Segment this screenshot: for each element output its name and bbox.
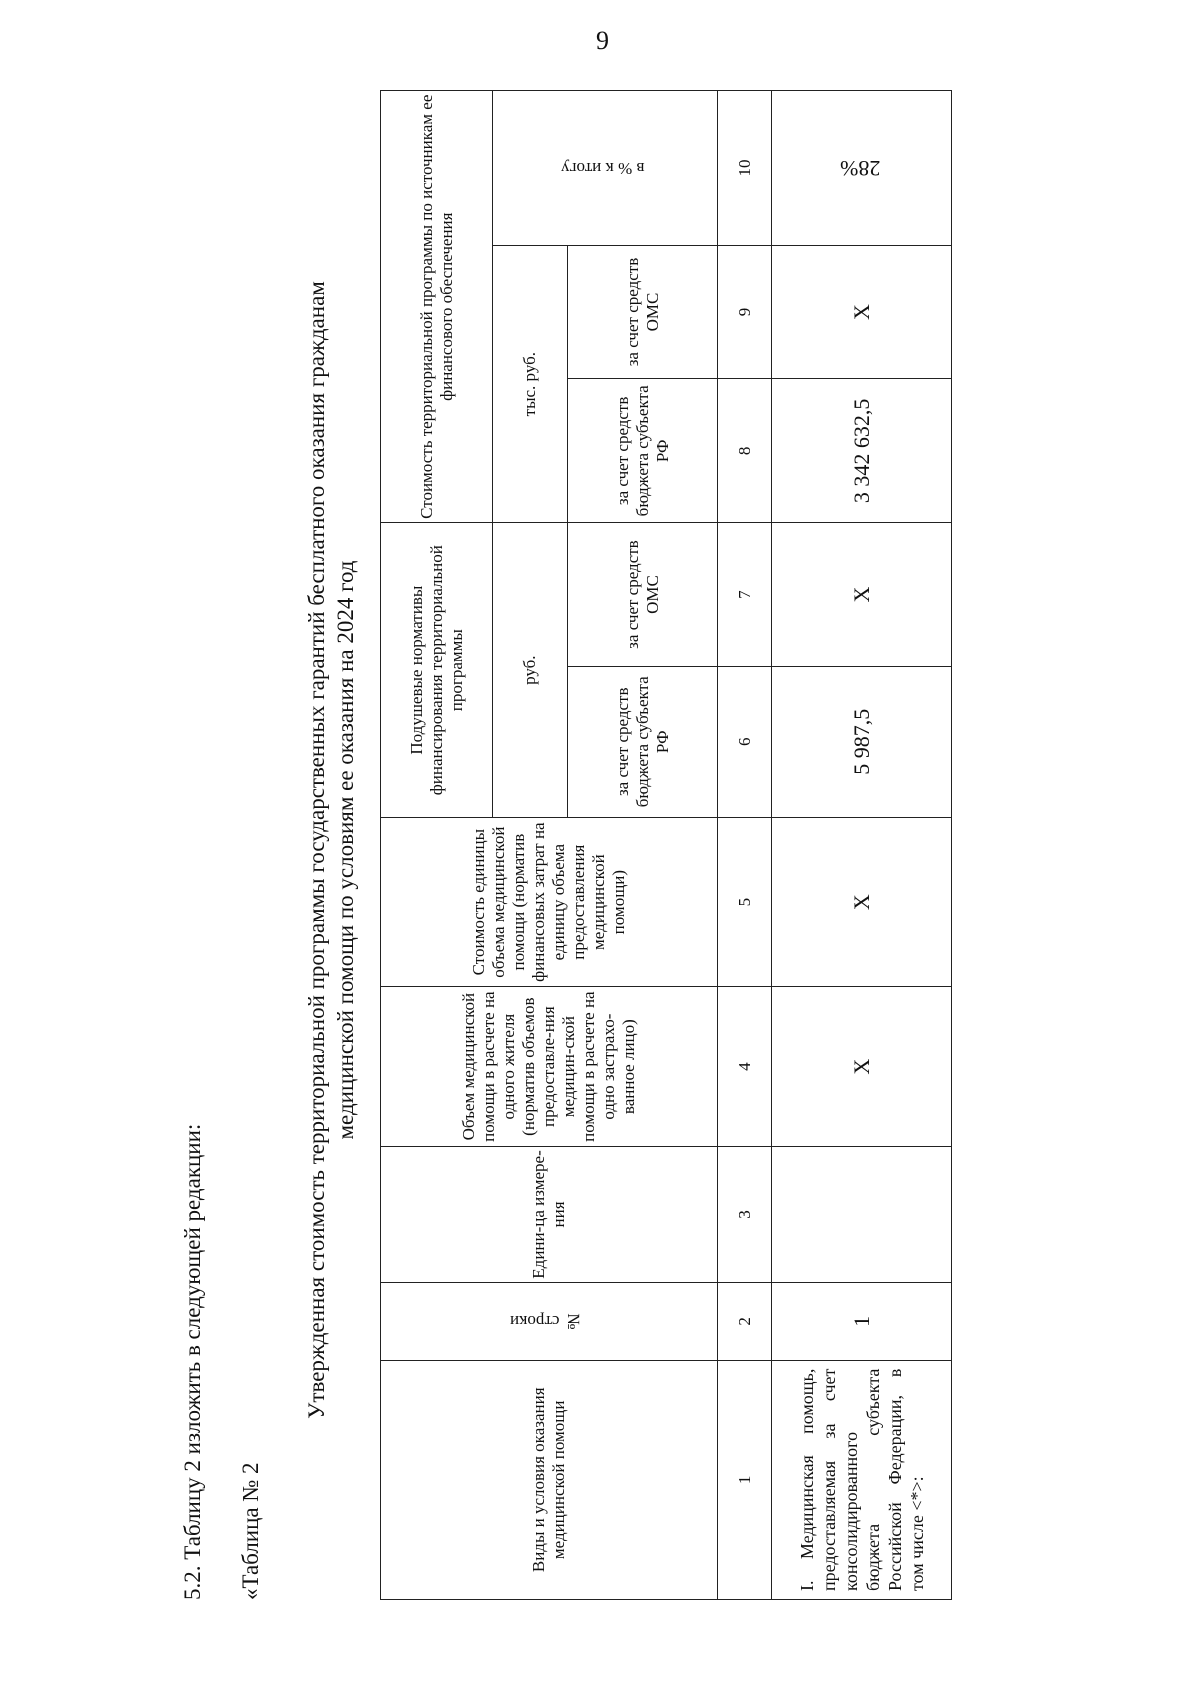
column-number-6: 6 [718,666,772,817]
row-name: I. Медицинская помощь, предоставляемая за счет консолидированного бюджета субъекта Российской Федерации, в том числе <*>: [772,1360,952,1599]
header-cost-oms: за счет средств ОМС [568,245,718,378]
header-kinds-conditions: Виды и условия оказания медицинской помощи [381,1360,718,1599]
header-cost-unit: тыс. руб. [493,245,568,523]
header-percent-total-text: в % к итогу [560,158,645,178]
column-number-4: 4 [718,987,772,1146]
header-per-capita-budget: за счет средств бюджета субъекта РФ [568,666,718,817]
row-volume: Х [772,987,952,1146]
header-unit: Едини-ца измере-ния [381,1146,718,1282]
header-per-capita-unit: руб. [493,523,568,817]
page-number: 9 [596,26,609,55]
row-per-capita-budget: 5 987,5 [772,666,952,817]
cost-table [380,90,952,1600]
row-unit [772,1146,952,1282]
column-number-2: 2 [718,1283,772,1361]
title-line-1: Утвержденная стоимость территориальной программы государственных гарантий бесплатного оказания гражданам [304,281,329,1419]
table-label: «Таблица № 2 [238,1462,263,1600]
row-unit-cost: Х [772,817,952,987]
header-line-number-text: № строки [510,1312,583,1332]
header-percent-total [493,91,718,246]
row-cost-oms: Х [772,245,952,378]
table-row [772,91,952,1600]
header-per-capita-group: Подушевые нормативы финансирования территориальной программы [381,523,493,817]
rotated-page-content [180,90,1080,1600]
column-number-5: 5 [718,817,772,987]
title-line-2: медицинской помощи по условиям ее оказания на 2024 год [333,560,358,1140]
row-cost-budget: 3 342 632,5 [772,379,952,523]
row-percent [772,91,952,246]
column-number-10: 10 [718,91,772,246]
header-volume: Объем медицинской помощи в расчете на одного жителя (норматив объемов предоставле-ния медицин-ской помощи в расчете на одно застрахо-ванное лицо) [381,987,718,1146]
column-number-8: 8 [718,379,772,523]
intro-text: 5.2. Таблицу 2 изложить в следующей редакции: [180,1123,205,1600]
row-per-capita-oms: Х [772,523,952,666]
column-number-7: 7 [718,523,772,666]
header-cost-group: Стоимость территориальной программы по источникам ее финансового обеспечения [381,91,493,523]
column-number-9: 9 [718,245,772,378]
column-number-1: 1 [718,1360,772,1599]
header-per-capita-oms: за счет средств ОМС [568,523,718,666]
header-unit-cost: Стоимость единицы объема медицинской помощи (норматив финансовых затрат на единицу объема предоставления медицинской помощи) [381,817,718,987]
column-number-3: 3 [718,1146,772,1282]
column-number-row [718,91,772,1600]
document-title [302,100,360,1600]
header-line-number [381,1283,718,1361]
row-percent-text: 28% [839,155,881,181]
row-line-number: 1 [772,1283,952,1361]
header-cost-budget: за счет средств бюджета субъекта РФ [568,379,718,523]
